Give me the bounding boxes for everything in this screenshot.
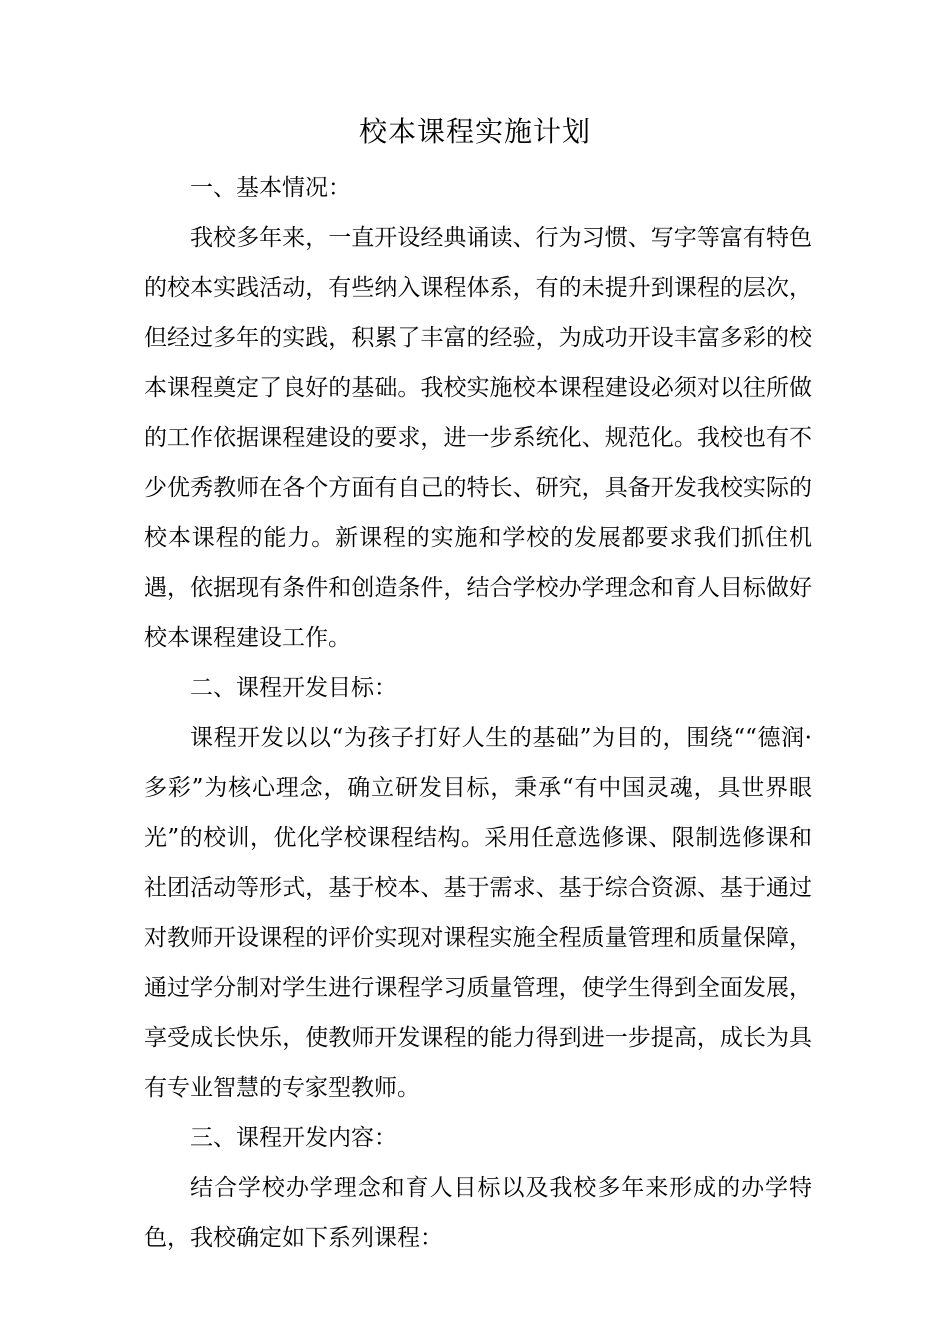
document-title: 校本课程实施计划 [358,115,591,148]
section-heading-development-goals: 二、课程开发目标： [190,675,397,701]
section-body-development-goals: 课程开发以以“为孩子打好人生的基础”为目的，围绕““德润·多彩”为核心理念，确立研发目标，秉承“有中国灵魂，具世界眼光”的校训，优化学校课程结构。采用任意选修课、限制选修课和社团活动等形式，基于校本、基于需求、基于综合资源、基于通过对教师开设课程的评价实现对课程实施全程质量管理和质量保障，通过学分制对学生进行课程学习质量管理，使学生得到全面发展，享受成长快乐，使教师开发课程的能力得到进一步提高，成长为具有专业智慧的专家型教师。 [144,725,812,1101]
section-heading-development-content: 三、课程开发内容： [190,1125,397,1151]
section-body-development-content: 结合学校办学理念和育人目标以及我校多年来形成的办学特色，我校确定如下系列课程： [144,1175,812,1251]
section-body-basic-situation: 我校多年来，一直开设经典诵读、行为习惯、写字等富有特色的校本实践活动，有些纳入课程体系，有的未提升到课程的层次，但经过多年的实践，积累了丰富的经验，为成功开设丰富多彩的校本课程奠定了良好的基础。我校实施校本课程建设必须对以往所做的工作依据课程建设的要求，进一步系统化、规范化。我校也有不少优秀教师在各个方面有自己的特长、研究，具备开发我校实际的校本课程的能力。新课程的实施和学校的发展都要求我们抓住机遇，依据现有条件和创造条件，结合学校办学理念和育人目标做好校本课程建设工作。 [144,225,812,651]
section-heading-basic-situation: 一、基本情况： [190,175,351,201]
document-body [144,163,812,1263]
